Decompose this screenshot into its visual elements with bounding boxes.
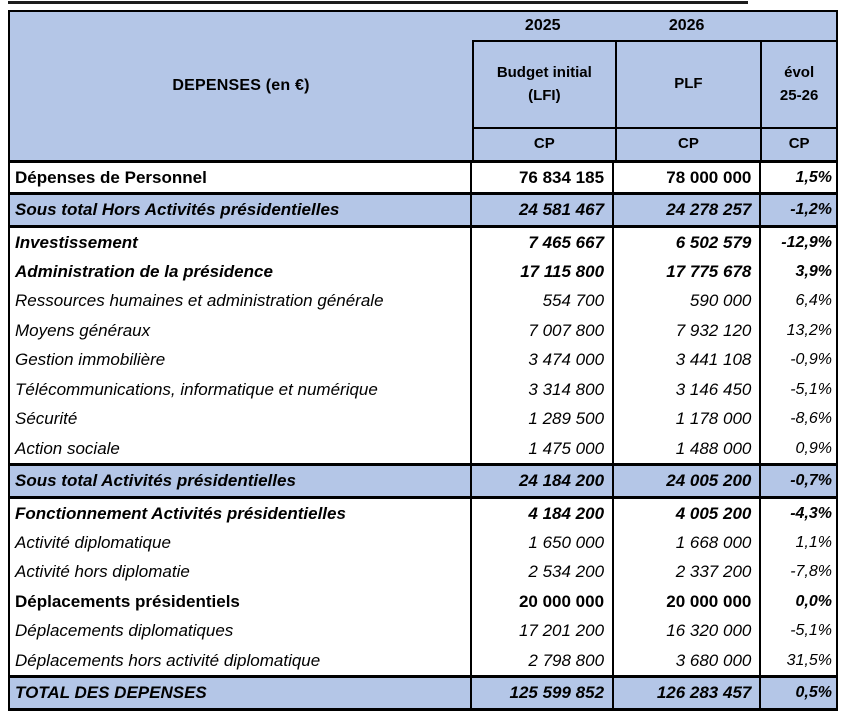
budget-2025-value: 3 474 000 xyxy=(470,346,612,375)
evol-value: -5,1% xyxy=(759,375,836,404)
evol-value: -7,8% xyxy=(759,558,836,587)
evol-value: -5,1% xyxy=(759,617,836,646)
plf-2026-value: 2 337 200 xyxy=(612,558,759,587)
budget-initial-column-header xyxy=(474,42,615,127)
plf-2026-value: 24 005 200 xyxy=(612,466,759,495)
plf-2026-value: 3 146 450 xyxy=(612,375,759,404)
table-row xyxy=(10,195,836,227)
table-row xyxy=(10,163,836,195)
table-row xyxy=(10,405,836,434)
cropped-row-border-artifact xyxy=(8,1,748,4)
table-row xyxy=(10,434,836,463)
budget-2025-value: 554 700 xyxy=(470,287,612,316)
evol-value: 0,0% xyxy=(759,587,836,616)
row-label: Fonctionnement Activités présidentielles xyxy=(15,503,346,523)
row-label: Moyens généraux xyxy=(15,320,151,340)
table-row xyxy=(10,375,836,404)
header-right-block xyxy=(472,12,836,160)
table-row xyxy=(10,287,836,316)
budget-2025-value: 17 201 200 xyxy=(470,617,612,646)
budget-2025-value: 2 534 200 xyxy=(470,558,612,587)
table-header xyxy=(10,12,836,163)
year-2025-header: 2025 xyxy=(524,17,561,34)
plf-2026-value: 590 000 xyxy=(612,287,759,316)
row-label: Sous total Activités présidentielles xyxy=(15,471,296,491)
budget-2025-value: 2 798 800 xyxy=(470,646,612,675)
budget-2025-value: 4 184 200 xyxy=(470,499,612,528)
evol-value: 31,5% xyxy=(759,646,836,675)
table-row xyxy=(10,617,836,646)
column-label-band xyxy=(472,42,836,127)
row-label: TOTAL DES DEPENSES xyxy=(15,683,207,703)
budget-2025-value: 20 000 000 xyxy=(470,587,612,616)
row-label: Action sociale xyxy=(15,438,120,458)
plf-2026-value: 6 502 579 xyxy=(612,228,759,257)
budget-2025-value: 7 465 667 xyxy=(470,228,612,257)
budget-2025-value: 1 650 000 xyxy=(470,528,612,557)
evol-value: -8,6% xyxy=(759,405,836,434)
budget-2025-value: 24 581 467 xyxy=(470,195,612,224)
plf-2026-value: 3 680 000 xyxy=(612,646,759,675)
plf-2026-value: 4 005 200 xyxy=(612,499,759,528)
plf-2026-value: 1 178 000 xyxy=(612,405,759,434)
evol-value: -1,2% xyxy=(759,195,836,224)
table-row xyxy=(10,499,836,528)
row-label: Déplacements diplomatiques xyxy=(15,621,234,641)
table-row xyxy=(10,346,836,375)
depenses-column-header: DEPENSES (en €) xyxy=(172,77,310,94)
budget-2025-value: 7 007 800 xyxy=(470,316,612,345)
year-2026-header: 2026 xyxy=(668,17,705,34)
table-row xyxy=(10,228,836,257)
plf-2026-value: 7 932 120 xyxy=(612,316,759,345)
budget-2025-value: 3 314 800 xyxy=(470,375,612,404)
row-label: Déplacements hors activité diplomatique xyxy=(15,650,321,670)
plf-column-header: PLF xyxy=(615,42,761,127)
budget-2025-value: 76 834 185 xyxy=(470,163,612,192)
plf-2026-value: 1 488 000 xyxy=(612,434,759,463)
evol-value: 0,5% xyxy=(759,678,836,707)
evol-line2: 25-26 xyxy=(779,86,819,104)
plf-2026-value: 20 000 000 xyxy=(612,587,759,616)
budget-2025-value: 24 184 200 xyxy=(470,466,612,495)
evol-value: -4,3% xyxy=(759,499,836,528)
row-label: Ressources humaines et administration générale xyxy=(15,291,384,311)
table-row xyxy=(10,463,836,498)
year-band xyxy=(472,12,836,42)
plf-2026-value: 3 441 108 xyxy=(612,346,759,375)
row-label: Administration de la présidence xyxy=(15,262,273,282)
row-label: Sous total Hors Activités présidentielles xyxy=(15,200,340,220)
row-label: Dépenses de Personnel xyxy=(15,167,207,187)
plf-2026-value: 17 775 678 xyxy=(612,257,759,286)
row-label: Sécurité xyxy=(15,409,78,429)
budget-initial-line1: Budget initial xyxy=(496,64,592,81)
plf-2026-value: 24 278 257 xyxy=(612,195,759,224)
budget-table xyxy=(8,10,838,711)
cp-header-plf: CP xyxy=(615,129,761,160)
row-label: Gestion immobilière xyxy=(15,350,166,370)
table-row xyxy=(10,675,836,707)
table-body xyxy=(10,163,836,708)
evol-value: 1,5% xyxy=(759,163,836,192)
budget-2025-value: 125 599 852 xyxy=(470,678,612,707)
plf-2026-value: 1 668 000 xyxy=(612,528,759,557)
row-label: Télécommunications, informatique et numérique xyxy=(15,379,378,399)
evol-value: -12,9% xyxy=(759,228,836,257)
evol-value: 13,2% xyxy=(759,316,836,345)
row-label: Activité hors diplomatie xyxy=(15,562,190,582)
evol-column-header xyxy=(760,42,836,127)
budget-initial-line2: (LFI) xyxy=(528,86,561,104)
budget-2025-value: 1 475 000 xyxy=(470,434,612,463)
table-row xyxy=(10,528,836,557)
cp-band xyxy=(472,127,836,160)
table-row xyxy=(10,257,836,286)
plf-2026-value: 16 320 000 xyxy=(612,617,759,646)
plf-2026-value: 126 283 457 xyxy=(612,678,759,707)
evol-value: 3,9% xyxy=(759,257,836,286)
row-label: Investissement xyxy=(15,232,138,252)
evol-value: 6,4% xyxy=(759,287,836,316)
plf-2026-value: 78 000 000 xyxy=(612,163,759,192)
budget-2025-value: 17 115 800 xyxy=(470,257,612,286)
row-label: Activité diplomatique xyxy=(15,532,171,552)
evol-value: -0,9% xyxy=(759,346,836,375)
budget-2025-value: 1 289 500 xyxy=(470,405,612,434)
table-row xyxy=(10,587,836,616)
table-row xyxy=(10,558,836,587)
evol-line1: évol xyxy=(784,64,815,81)
evol-value: 1,1% xyxy=(759,528,836,557)
cp-header-budget: CP xyxy=(533,135,555,153)
evol-value: -0,7% xyxy=(759,466,836,495)
table-row xyxy=(10,646,836,675)
evol-value: 0,9% xyxy=(759,434,836,463)
row-label: Déplacements présidentiels xyxy=(15,591,240,611)
table-row xyxy=(10,316,836,345)
cp-header-evol: CP xyxy=(760,129,836,160)
